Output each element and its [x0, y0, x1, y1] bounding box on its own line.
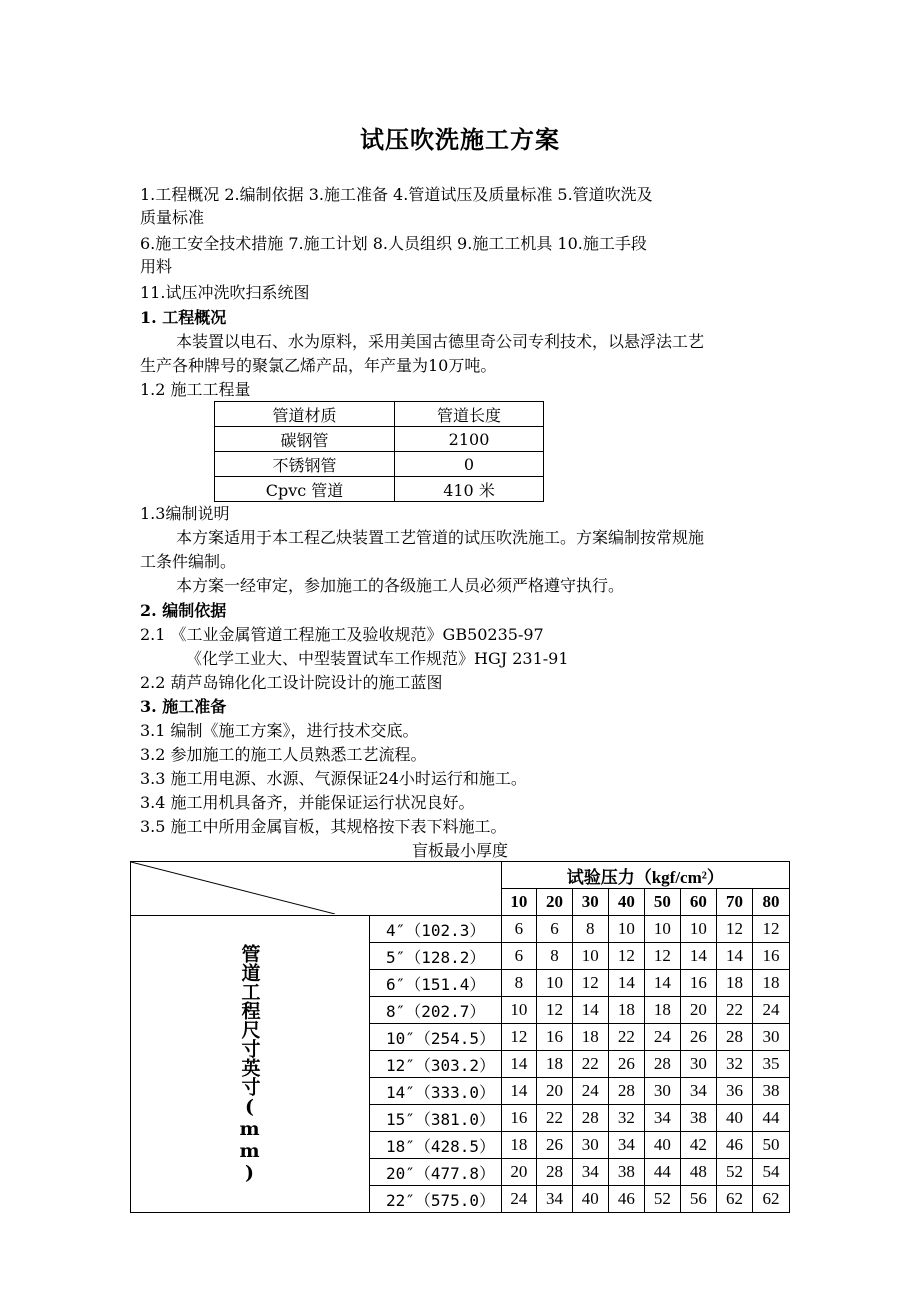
thickness-cell: 24 [644, 1024, 680, 1051]
thickness-cell: 14 [501, 1078, 537, 1105]
thickness-cell: 46 [608, 1186, 644, 1213]
thickness-cell: 8 [501, 970, 537, 997]
pressure-column-header: 60 [680, 889, 716, 916]
thickness-cell: 20 [537, 1078, 573, 1105]
pipe-size-cell: 14″（333.0） [370, 1078, 502, 1105]
pipe-size-cell: 5″（128.2） [370, 943, 502, 970]
thickness-cell: 34 [572, 1159, 608, 1186]
subsection-1-2: 1.2 施工工程量 [140, 380, 251, 399]
thickness-cell: 56 [680, 1186, 716, 1213]
thickness-cell: 14 [716, 943, 752, 970]
pipe-size-cell: 22″（575.0） [370, 1186, 502, 1213]
thickness-cell: 24 [572, 1078, 608, 1105]
table-cell: Cpvc 管道 [215, 477, 395, 502]
table-row [131, 916, 790, 943]
thickness-cell: 12 [644, 943, 680, 970]
thickness-cell: 32 [716, 1051, 752, 1078]
pipe-size-cell: 10″（254.5） [370, 1024, 502, 1051]
table-row [215, 427, 544, 452]
thickness-cell: 10 [537, 970, 573, 997]
diagonal-line [131, 862, 335, 914]
thickness-cell: 42 [680, 1132, 716, 1159]
row-group-header: 管道工程尺寸英寸(mm) [131, 916, 370, 1213]
section-3-item: 3.5 施工中所用金属盲板，其规格按下表下料施工。 [140, 817, 507, 836]
section-1-3-paragraph-line-2: 工条件编制。 [140, 552, 237, 571]
toc-line-2: 质量标准 [140, 208, 205, 227]
thickness-cell: 48 [680, 1159, 716, 1186]
thickness-cell: 6 [537, 916, 573, 943]
thickness-cell: 32 [608, 1105, 644, 1132]
thickness-cell: 22 [716, 997, 752, 1024]
table-cell: 0 [395, 452, 544, 477]
section-3-item: 3.3 施工用电源、水源、气源保证24小时运行和施工。 [140, 769, 527, 788]
pipe-size-cell: 15″（381.0） [370, 1105, 502, 1132]
thickness-cell: 34 [644, 1105, 680, 1132]
pipe-size-cell: 18″（428.5） [370, 1132, 502, 1159]
thickness-cell: 18 [752, 970, 789, 997]
thickness-cell: 28 [537, 1159, 573, 1186]
thickness-cell: 26 [608, 1051, 644, 1078]
thickness-cell: 62 [716, 1186, 752, 1213]
blind-table-caption: 盲板最小厚度 [411, 841, 508, 860]
section-3-item: 3.4 施工用机具备齐，并能保证运行状况良好。 [140, 793, 475, 812]
thickness-cell: 38 [608, 1159, 644, 1186]
pressure-column-header: 80 [752, 889, 789, 916]
thickness-cell: 28 [608, 1078, 644, 1105]
thickness-cell: 40 [716, 1105, 752, 1132]
thickness-cell: 30 [644, 1078, 680, 1105]
thickness-cell: 28 [644, 1051, 680, 1078]
thickness-cell: 20 [501, 1159, 537, 1186]
thickness-cell: 10 [680, 916, 716, 943]
table-cell: 2100 [395, 427, 544, 452]
pressure-column-header: 10 [501, 889, 537, 916]
table-cell: 碳钢管 [215, 427, 395, 452]
thickness-cell: 14 [608, 970, 644, 997]
section-3-item: 3.2 参加施工的施工人员熟悉工艺流程。 [140, 745, 427, 764]
diagonal-header-cell [131, 862, 502, 916]
thickness-cell: 18 [537, 1051, 573, 1078]
thickness-cell: 62 [752, 1186, 789, 1213]
thickness-cell: 22 [572, 1051, 608, 1078]
thickness-cell: 12 [716, 916, 752, 943]
thickness-cell: 6 [501, 943, 537, 970]
pipe-size-cell: 12″（303.2） [370, 1051, 502, 1078]
thickness-cell: 6 [501, 916, 537, 943]
table-row [215, 477, 544, 502]
thickness-cell: 18 [716, 970, 752, 997]
thickness-cell: 30 [680, 1051, 716, 1078]
blind-thickness-table [130, 861, 790, 1213]
thickness-cell: 12 [501, 1024, 537, 1051]
pressure-header: 试验压力（kgf/cm²） [501, 862, 789, 889]
pressure-column-header: 50 [644, 889, 680, 916]
pressure-column-header: 40 [608, 889, 644, 916]
thickness-cell: 28 [716, 1024, 752, 1051]
thickness-cell: 24 [501, 1186, 537, 1213]
toc-line-4: 用料 [140, 257, 173, 276]
section-1-paragraph-line-1: 本装置以电石、水为原料，采用美国古德里奇公司专利技术，以悬浮法工艺 [176, 332, 705, 351]
thickness-cell: 16 [501, 1105, 537, 1132]
thickness-cell: 54 [752, 1159, 789, 1186]
thickness-cell: 16 [537, 1024, 573, 1051]
thickness-cell: 36 [716, 1078, 752, 1105]
thickness-cell: 12 [537, 997, 573, 1024]
thickness-cell: 44 [644, 1159, 680, 1186]
table-cell: 不锈钢管 [215, 452, 395, 477]
pipe-size-cell: 6″（151.4） [370, 970, 502, 997]
thickness-cell: 10 [501, 997, 537, 1024]
thickness-cell: 20 [680, 997, 716, 1024]
thickness-cell: 40 [644, 1132, 680, 1159]
thickness-cell: 10 [608, 916, 644, 943]
pipe-quantity-table [214, 401, 544, 502]
thickness-cell: 38 [680, 1105, 716, 1132]
thickness-cell: 18 [572, 1024, 608, 1051]
section-1-heading: 1. 工程概况 [140, 308, 227, 327]
thickness-cell: 34 [608, 1132, 644, 1159]
thickness-cell: 38 [752, 1078, 789, 1105]
thickness-cell: 22 [608, 1024, 644, 1051]
section-1-3-paragraph-2: 本方案一经审定，参加施工的各级施工人员必须严格遵守执行。 [176, 576, 625, 595]
thickness-cell: 18 [644, 997, 680, 1024]
pipe-size-cell: 8″（202.7） [370, 997, 502, 1024]
reference-2-1-b: 《化学工业大、中型装置试车工作规范》HGJ 231-91 [186, 649, 569, 668]
thickness-cell: 16 [680, 970, 716, 997]
thickness-cell: 12 [608, 943, 644, 970]
thickness-cell: 26 [680, 1024, 716, 1051]
thickness-cell: 18 [608, 997, 644, 1024]
subsection-1-3: 1.3编制说明 [140, 504, 230, 523]
thickness-cell: 44 [752, 1105, 789, 1132]
thickness-cell: 46 [716, 1132, 752, 1159]
thickness-cell: 22 [537, 1105, 573, 1132]
thickness-cell: 10 [572, 943, 608, 970]
pressure-column-header: 70 [716, 889, 752, 916]
thickness-cell: 18 [501, 1132, 537, 1159]
thickness-cell: 50 [752, 1132, 789, 1159]
pressure-column-header: 20 [537, 889, 573, 916]
thickness-cell: 8 [537, 943, 573, 970]
thickness-cell: 26 [537, 1132, 573, 1159]
document-title: 试压吹洗施工方案 [360, 125, 560, 154]
header-pipe-length: 管道长度 [395, 402, 544, 427]
header-pipe-material: 管道材质 [215, 402, 395, 427]
thickness-cell: 30 [752, 1024, 789, 1051]
section-1-paragraph-line-2: 生产各种牌号的聚氯乙烯产品，年产量为10万吨。 [140, 356, 497, 375]
section-1-3-paragraph-line-1: 本方案适用于本工程乙炔装置工艺管道的试压吹洗施工。方案编制按常规施 [176, 528, 705, 547]
thickness-cell: 16 [752, 943, 789, 970]
pipe-size-cell: 4″（102.3） [370, 916, 502, 943]
thickness-cell: 14 [572, 997, 608, 1024]
thickness-cell: 34 [537, 1186, 573, 1213]
pipe-size-cell: 20″（477.8） [370, 1159, 502, 1186]
thickness-cell: 14 [501, 1051, 537, 1078]
thickness-cell: 24 [752, 997, 789, 1024]
thickness-cell: 12 [572, 970, 608, 997]
thickness-cell: 12 [752, 916, 789, 943]
pressure-column-header: 30 [572, 889, 608, 916]
thickness-cell: 52 [644, 1186, 680, 1213]
thickness-cell: 30 [572, 1132, 608, 1159]
reference-2-2: 2.2 葫芦岛锦化化工设计院设计的施工蓝图 [140, 673, 443, 692]
thickness-cell: 52 [716, 1159, 752, 1186]
section-2-heading: 2. 编制依据 [140, 601, 227, 620]
thickness-cell: 34 [680, 1078, 716, 1105]
section-3-item: 3.1 编制《施工方案》，进行技术交底。 [140, 721, 419, 740]
thickness-cell: 28 [572, 1105, 608, 1132]
reference-2-1: 2.1 《工业金属管道工程施工及验收规范》GB50235-97 [140, 625, 544, 644]
thickness-cell: 14 [644, 970, 680, 997]
thickness-cell: 35 [752, 1051, 789, 1078]
toc-line-1: 1.工程概况 2.编制依据 3.施工准备 4.管道试压及质量标准 5.管道吹洗及 [140, 185, 653, 204]
toc-line-5: 11.试压冲洗吹扫系统图 [140, 283, 310, 302]
thickness-cell: 14 [680, 943, 716, 970]
thickness-cell: 10 [644, 916, 680, 943]
toc-line-3: 6.施工安全技术措施 7.施工计划 8.人员组织 9.施工工机具 10.施工手段 [140, 234, 647, 253]
thickness-cell: 8 [572, 916, 608, 943]
thickness-cell: 40 [572, 1186, 608, 1213]
section-3-heading: 3. 施工准备 [140, 697, 227, 716]
table-header-row [215, 402, 544, 427]
table-cell: 410 米 [395, 477, 544, 502]
table-row [215, 452, 544, 477]
